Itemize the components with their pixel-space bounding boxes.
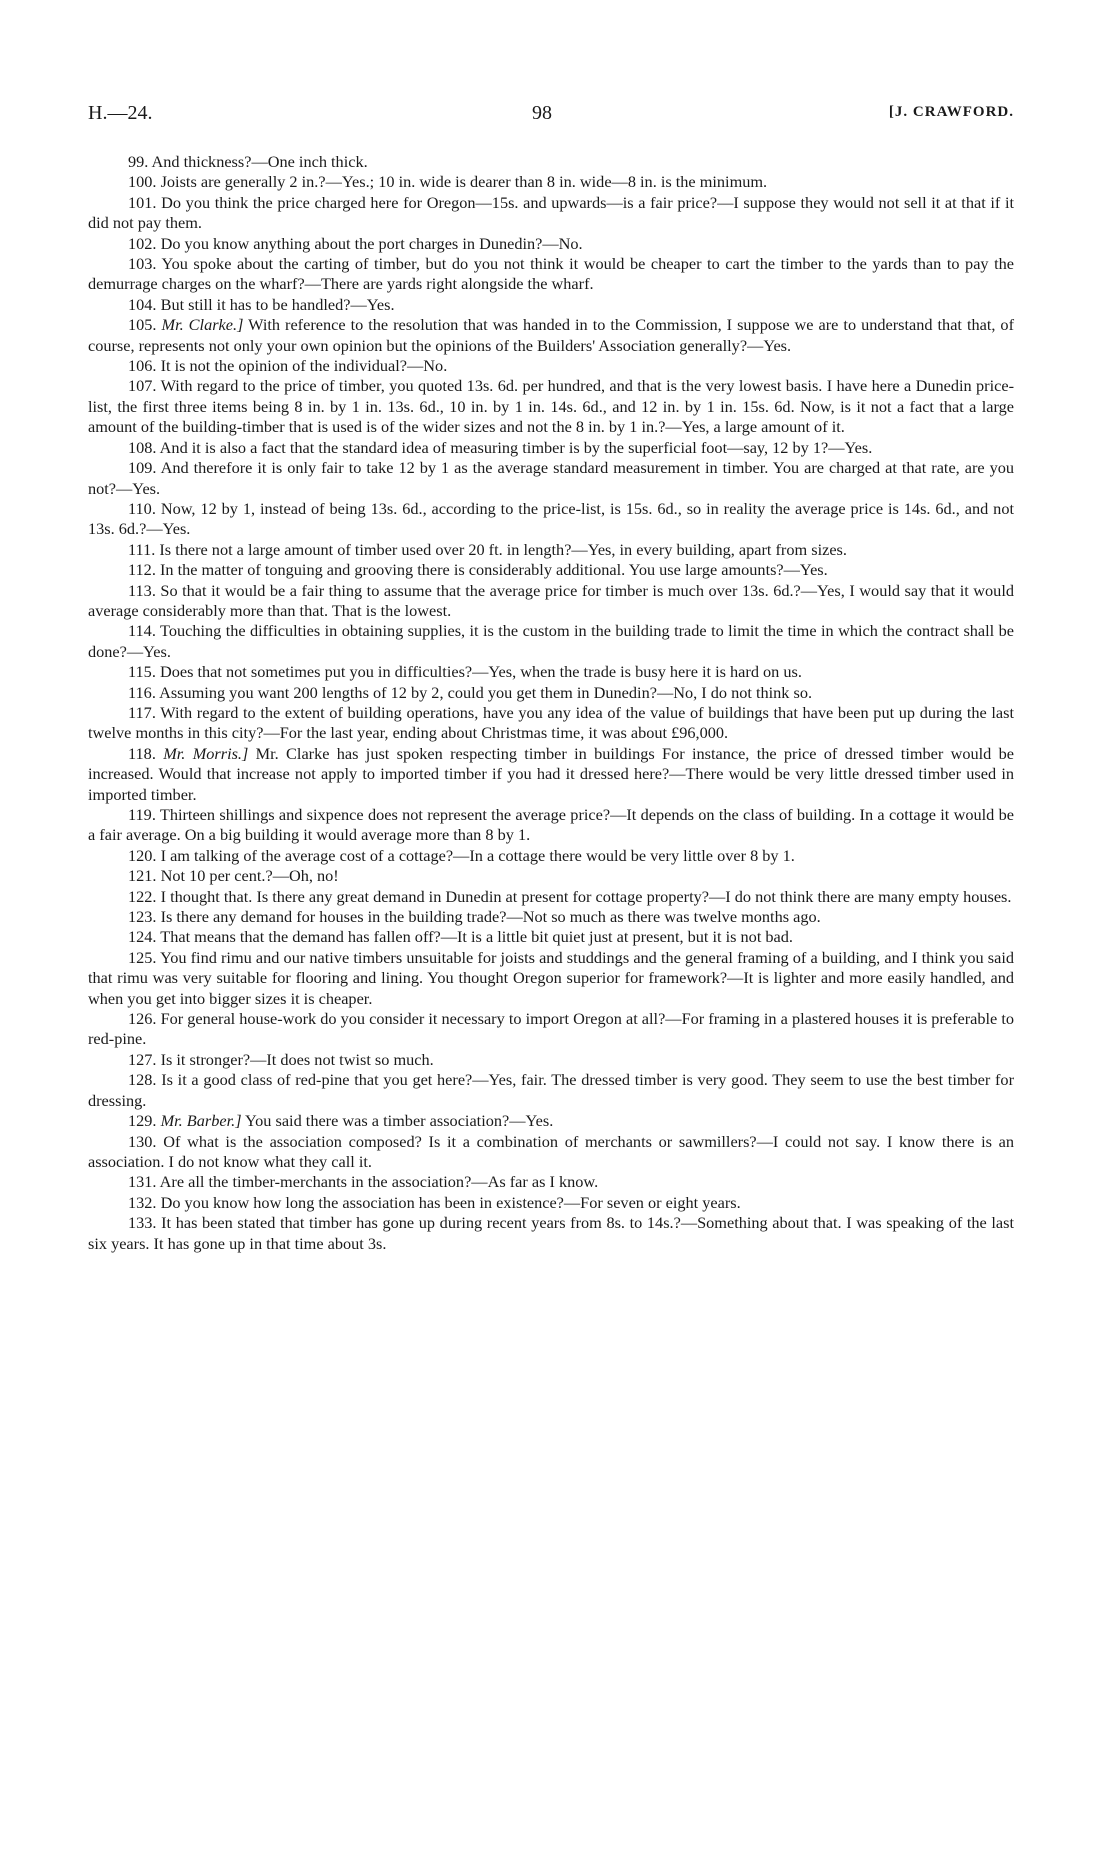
question-text: And it is also a fact that the standard idea of measuring timber is by the superficial foot—say, 12 by 1?—Yes. xyxy=(159,437,873,457)
question-number: 99. xyxy=(128,152,149,171)
question-paragraph xyxy=(88,152,1014,172)
question-paragraph xyxy=(88,1132,1014,1173)
question-text: I thought that. Is there any great demand in Dunedin at present for cottage property?—I do not think there are many empty houses. xyxy=(160,886,1012,906)
question-text: Does that not sometimes put you in difficulties?—Yes, when the trade is busy here it is hard on us. xyxy=(159,662,802,682)
question-paragraph xyxy=(88,621,1014,662)
question-paragraph xyxy=(88,744,1014,805)
question-number: 119. xyxy=(128,805,156,824)
question-number: 118. xyxy=(128,743,156,763)
question-number: 101. xyxy=(128,192,157,212)
question-number: 103. xyxy=(128,254,157,274)
question-text: I am talking of the average cost of a cottage?—In a cottage there would be very little over 8 by 1. xyxy=(160,845,795,865)
question-paragraph xyxy=(88,438,1014,458)
question-number: 113. xyxy=(128,580,156,600)
question-text: You spoke about the carting of timber, but do you not think it would be cheaper to cart the timber to the yards than to pay the demurrage charges on the wharf?—There are yards right alongside the wharf. xyxy=(88,254,1015,294)
question-text: So that it would be a fair thing to assume that the average price for timber is much over 13s. 6d.?—Yes, I would say that it would average considerably more than that. That is the lowest. xyxy=(88,580,1014,620)
question-text: Do you think the price charged here for Oregon—15s. and upwards—is a fair price?—I suppose they would not sell it at that if it did not pay them. xyxy=(88,192,1014,233)
question-number: 122. xyxy=(128,886,157,906)
question-paragraph xyxy=(88,540,1014,560)
question-text: For general house-work do you consider it necessary to import Oregon at all?—For framing in a plastered houses it is preferable to red-pine. xyxy=(88,1009,1015,1049)
question-number: 125. xyxy=(128,947,157,967)
question-number: 116. xyxy=(128,682,156,702)
question-number: 107. xyxy=(128,376,157,396)
question-number: 111. xyxy=(128,539,156,559)
question-text: With regard to the extent of building operations, have you any idea of the value of buildings that have been put up during the last twelve months in this city?—For the last year, ending about Christmas time, it was about £96,000. xyxy=(88,702,1014,743)
question-text: Do you know how long the association has been in existence?—For seven or eight years. xyxy=(160,1192,741,1212)
question-number: 121. xyxy=(128,866,157,886)
question-text: Is it stronger?—It does not twist so much. xyxy=(160,1049,434,1069)
question-number: 129. xyxy=(128,1111,157,1131)
question-text: Now, 12 by 1, instead of being 13s. 6d., according to the price-list, is 15s. 6d., so in reality the average price is 14s. 6d., and not 13s. 6d.?—Yes. xyxy=(88,498,1014,539)
question-number: 124. xyxy=(128,927,157,947)
question-text: And thickness?—One inch thick. xyxy=(151,152,368,171)
question-paragraph xyxy=(88,356,1014,376)
question-paragraph xyxy=(88,1070,1014,1111)
question-paragraph xyxy=(88,866,1014,886)
question-text: Touching the difficulties in obtaining supplies, it is the custom in the building trade to limit the time in which the contract shall be done?—Yes. xyxy=(88,621,1014,661)
question-number: 132. xyxy=(128,1192,157,1212)
question-paragraph xyxy=(88,1050,1014,1070)
question-number: 110. xyxy=(128,498,156,518)
question-number: 128. xyxy=(128,1070,157,1090)
question-text: Is there not a large amount of timber used over 20 ft. in length?—Yes, in every building, apart from sizes. xyxy=(159,539,847,559)
question-number: 117. xyxy=(128,702,156,722)
question-number: 106. xyxy=(128,356,157,376)
question-number: 108. xyxy=(128,437,157,457)
speaker-name: Mr. Morris.] xyxy=(163,743,249,763)
question-paragraph xyxy=(88,703,1014,744)
question-text: Of what is the association composed? Is it a combination of merchants or sawmillers?—I could not say. I know there is an association. I do not know what they call it. xyxy=(88,1131,1014,1171)
question-paragraph xyxy=(88,458,1014,499)
question-paragraph xyxy=(88,887,1014,907)
question-text: Assuming you want 200 lengths of 12 by 2, could you get them in Dunedin?—No, I do not think so. xyxy=(159,682,813,702)
question-text: That means that the demand has fallen off?—It is a little bit quiet just at present, but it is not bad. xyxy=(160,927,793,947)
question-number: 104. xyxy=(128,294,157,314)
question-number: 102. xyxy=(128,233,157,253)
question-text: Do you know anything about the port charges in Dunedin?—No. xyxy=(160,233,583,253)
question-text: Joists are generally 2 in.?—Yes.; 10 in. wide is dearer than 8 in. wide—8 in. is the minimum. xyxy=(160,172,768,192)
question-text: Not 10 per cent.?—Oh, no! xyxy=(160,866,339,886)
question-paragraph xyxy=(88,254,1014,295)
question-paragraph xyxy=(88,907,1014,927)
question-text: You find rimu and our native timbers unsuitable for joists and studdings and the general framing of a building, and I think you said that rimu was very suitable for flooring and lining. You thought Oregon superior for framework?—It is lighter and more easily handled, and when you get into bigger sizes it is cheaper. xyxy=(88,947,1015,1008)
question-paragraph xyxy=(88,499,1014,540)
question-number: 109. xyxy=(128,458,157,478)
question-paragraph xyxy=(88,805,1014,846)
question-number: 105. xyxy=(128,315,157,335)
document-reference: H.—24. xyxy=(88,102,153,124)
question-paragraph xyxy=(88,1193,1014,1213)
question-number: 120. xyxy=(128,845,157,865)
question-number: 126. xyxy=(128,1009,157,1029)
question-paragraph xyxy=(88,1172,1014,1192)
speaker-name: Mr. Barber.] xyxy=(160,1111,242,1131)
question-text: Is there any demand for houses in the building trade?—Not so much as there was twelve months ago. xyxy=(160,907,821,927)
question-text: You said there was a timber association?—Yes. xyxy=(245,1111,554,1131)
question-number: 114. xyxy=(128,621,156,641)
question-paragraph xyxy=(88,1009,1014,1050)
question-text: In the matter of tonguing and grooving there is considerably additional. You use large amounts?—Yes. xyxy=(159,560,828,580)
question-text: It is not the opinion of the individual?—No. xyxy=(160,356,448,376)
witness-name: [J. CRAWFORD. xyxy=(888,104,1014,120)
question-paragraph xyxy=(88,581,1014,622)
question-paragraph xyxy=(88,1213,1014,1254)
question-text: With reference to the resolution that was handed in to the Commission, I suppose we are to understand that that, of course, represents not only your own opinion but the opinions of the Builders' Association generally?—Yes. xyxy=(88,315,1014,355)
question-paragraph xyxy=(88,234,1014,254)
question-number: 100. xyxy=(128,172,157,192)
question-paragraph xyxy=(88,662,1014,682)
question-text: Thirteen shillings and sixpence does not represent the average price?—It depends on the class of building. In a cottage it would be a fair average. On a big building it would average more than 8 by 1. xyxy=(88,805,1014,845)
question-text: Is it a good class of red-pine that you get here?—Yes, fair. The dressed timber is very good. They seem to use the best timber for dressing. xyxy=(88,1070,1014,1110)
question-paragraph xyxy=(88,295,1014,315)
question-text: With regard to the price of timber, you quoted 13s. 6d. per hundred, and that is the very lowest basis. I have here a Dunedin price-list, the first three items being 8 in. by 1 in. 13s. 6d., 10 in. by 1 in. 14s. 6d., and 12 in. by 1 in. 15s. 6d. Now, is it not a fact that a large amount of the building-timber that is used is of the wider sizes and not the 8 in. by 1 in.?—Yes, a large amount of it. xyxy=(88,376,1014,437)
question-number: 112. xyxy=(128,560,156,580)
question-paragraph xyxy=(88,315,1014,356)
question-text: And therefore it is only fair to take 12 by 1 as the average standard measurement in timber. You are charged at that rate, are you not?—Yes. xyxy=(88,458,1015,498)
speaker-name: Mr. Clarke.] xyxy=(161,315,244,335)
question-number: 133. xyxy=(128,1213,157,1233)
question-paragraph xyxy=(88,927,1014,947)
question-text: Are all the timber-merchants in the association?—As far as I know. xyxy=(159,1172,599,1192)
question-paragraph xyxy=(88,376,1014,437)
question-text: It has been stated that timber has gone up during recent years from 8s. to 14s.?—Something about that. I was speaking of the last six years. It has gone up in that time about 3s. xyxy=(88,1213,1015,1253)
question-paragraph xyxy=(88,846,1014,866)
question-paragraph xyxy=(88,948,1014,1009)
page-header xyxy=(88,102,1014,132)
question-number: 130. xyxy=(128,1131,157,1151)
question-paragraph xyxy=(88,1111,1014,1131)
question-paragraph xyxy=(88,683,1014,703)
question-paragraph xyxy=(88,560,1014,580)
question-number: 131. xyxy=(128,1172,157,1192)
question-text: Mr. Clarke has just spoken respecting timber in buildings For instance, the price of dressed timber would be increased. Would that increase not apply to imported timber if you had it dressed here?—There would be very little dressed timber used in imported timber. xyxy=(88,743,1014,804)
page-body xyxy=(88,152,1014,1254)
question-number: 115. xyxy=(128,662,156,682)
question-paragraph xyxy=(88,172,1014,192)
question-number: 123. xyxy=(128,907,157,927)
question-text: But still it has to be handled?—Yes. xyxy=(160,294,395,314)
question-number: 127. xyxy=(128,1049,157,1069)
page-number: 98 xyxy=(532,102,552,124)
question-paragraph xyxy=(88,193,1014,234)
